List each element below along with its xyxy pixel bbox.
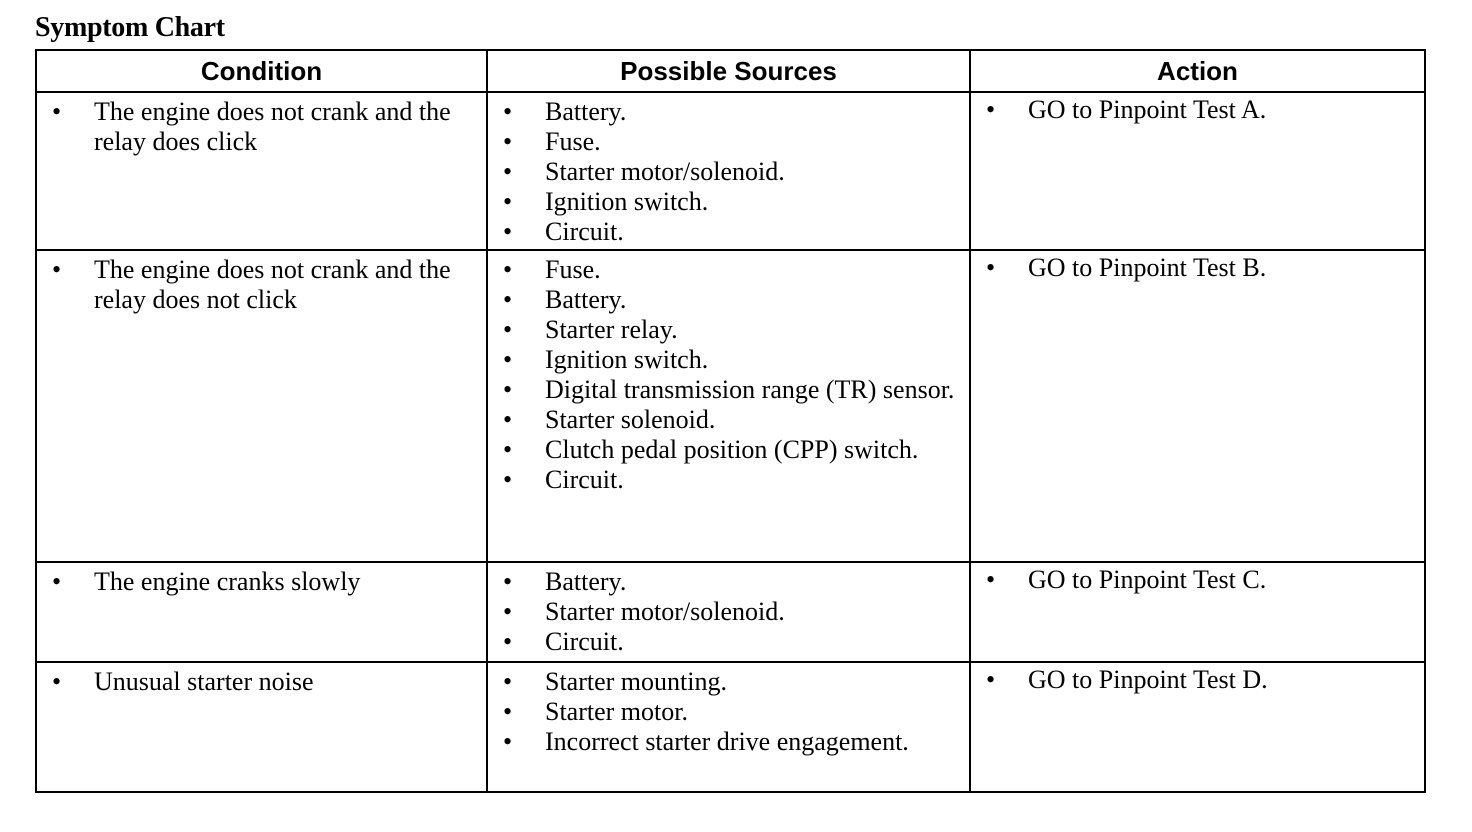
bullet-icon: • [52, 567, 62, 596]
table-row [36, 662, 1425, 792]
column-header-action: Action [970, 50, 1425, 92]
action-cell [970, 250, 1425, 562]
bullet-icon: • [52, 255, 62, 284]
source-text: Incorrect starter drive engagement. [545, 727, 909, 756]
column-header-possible-sources: Possible Sources [487, 50, 970, 92]
list-item [500, 597, 961, 627]
action-cell [970, 662, 1425, 792]
bullet-icon: • [503, 405, 513, 434]
condition-text: The engine does not crank and the relay does click [94, 97, 451, 156]
bullet-icon: • [986, 253, 996, 282]
list-item [500, 627, 961, 657]
source-text: Fuse. [545, 255, 601, 284]
bullet-icon: • [503, 697, 513, 726]
condition-list [49, 567, 478, 597]
symptom-table [35, 49, 1426, 793]
bullet-icon: • [503, 345, 513, 374]
list-item [500, 465, 961, 495]
action-list [983, 95, 1416, 125]
action-list [983, 253, 1416, 283]
condition-cell [36, 92, 487, 250]
list-item [983, 253, 1416, 283]
bullet-icon: • [503, 435, 513, 464]
table-header-row [36, 50, 1425, 92]
list-item [500, 217, 961, 247]
list-item [500, 127, 961, 157]
bullet-icon: • [986, 95, 996, 124]
bullet-icon: • [503, 667, 513, 696]
bullet-icon: • [52, 97, 62, 126]
bullet-icon: • [503, 465, 513, 494]
list-item [500, 405, 961, 435]
source-text: Circuit. [545, 627, 624, 656]
list-item [983, 665, 1416, 695]
bullet-icon: • [503, 255, 513, 284]
bullet-icon: • [52, 667, 62, 696]
condition-cell [36, 562, 487, 662]
list-item [500, 567, 961, 597]
action-text: GO to Pinpoint Test B. [1028, 253, 1267, 282]
source-text: Circuit. [545, 465, 624, 494]
source-text: Ignition switch. [545, 187, 709, 216]
list-item [500, 315, 961, 345]
condition-cell [36, 250, 487, 562]
condition-list [49, 97, 478, 157]
source-text: Battery. [545, 97, 627, 126]
sources-cell [487, 662, 970, 792]
list-item [500, 285, 961, 315]
action-list [983, 665, 1416, 695]
source-text: Starter solenoid. [545, 405, 716, 434]
action-text: GO to Pinpoint Test C. [1028, 565, 1267, 594]
table-row [36, 562, 1425, 662]
bullet-icon: • [503, 217, 513, 246]
source-text: Starter motor. [545, 697, 688, 726]
sources-list [500, 97, 961, 247]
bullet-icon: • [503, 315, 513, 344]
list-item [983, 565, 1416, 595]
list-item [500, 187, 961, 217]
bullet-icon: • [503, 727, 513, 756]
bullet-icon: • [503, 627, 513, 656]
source-text: Circuit. [545, 217, 624, 246]
condition-text: The engine does not crank and the relay does not click [94, 255, 451, 314]
list-item [49, 567, 478, 597]
bullet-icon: • [986, 565, 996, 594]
page-title: Symptom Chart [35, 12, 225, 43]
action-cell [970, 92, 1425, 250]
list-item [49, 667, 478, 697]
condition-cell [36, 662, 487, 792]
condition-text: Unusual starter noise [94, 667, 314, 696]
source-text: Starter motor/solenoid. [545, 597, 785, 626]
source-text: Starter mounting. [545, 667, 727, 696]
sources-cell [487, 92, 970, 250]
list-item [500, 157, 961, 187]
bullet-icon: • [503, 157, 513, 186]
action-cell [970, 562, 1425, 662]
source-text: Battery. [545, 285, 627, 314]
list-item [500, 255, 961, 285]
source-text: Battery. [545, 567, 627, 596]
source-text: Ignition switch. [545, 345, 709, 374]
action-text: GO to Pinpoint Test D. [1028, 665, 1268, 694]
list-item [49, 255, 478, 315]
column-header-condition: Condition [36, 50, 487, 92]
sources-list [500, 255, 961, 495]
condition-list [49, 255, 478, 315]
condition-text: The engine cranks slowly [94, 567, 361, 596]
list-item [500, 345, 961, 375]
sources-cell [487, 562, 970, 662]
list-item [500, 375, 961, 405]
sources-list [500, 667, 961, 757]
bullet-icon: • [986, 665, 996, 694]
bullet-icon: • [503, 597, 513, 626]
table-row [36, 92, 1425, 250]
list-item [500, 435, 961, 465]
bullet-icon: • [503, 285, 513, 314]
table-row [36, 250, 1425, 562]
list-item [49, 97, 478, 157]
bullet-icon: • [503, 187, 513, 216]
sources-cell [487, 250, 970, 562]
condition-list [49, 667, 478, 697]
bullet-icon: • [503, 97, 513, 126]
source-text: Starter motor/solenoid. [545, 157, 785, 186]
sources-list [500, 567, 961, 657]
action-list [983, 565, 1416, 595]
bullet-icon: • [503, 567, 513, 596]
action-text: GO to Pinpoint Test A. [1028, 95, 1267, 124]
list-item [500, 697, 961, 727]
bullet-icon: • [503, 375, 513, 404]
bullet-icon: • [503, 127, 513, 156]
source-text: Starter relay. [545, 315, 678, 344]
source-text: Clutch pedal position (CPP) switch. [545, 435, 919, 464]
source-text: Digital transmission range (TR) sensor. [545, 375, 955, 404]
list-item [983, 95, 1416, 125]
list-item [500, 727, 961, 757]
list-item [500, 667, 961, 697]
list-item [500, 97, 961, 127]
source-text: Fuse. [545, 127, 601, 156]
